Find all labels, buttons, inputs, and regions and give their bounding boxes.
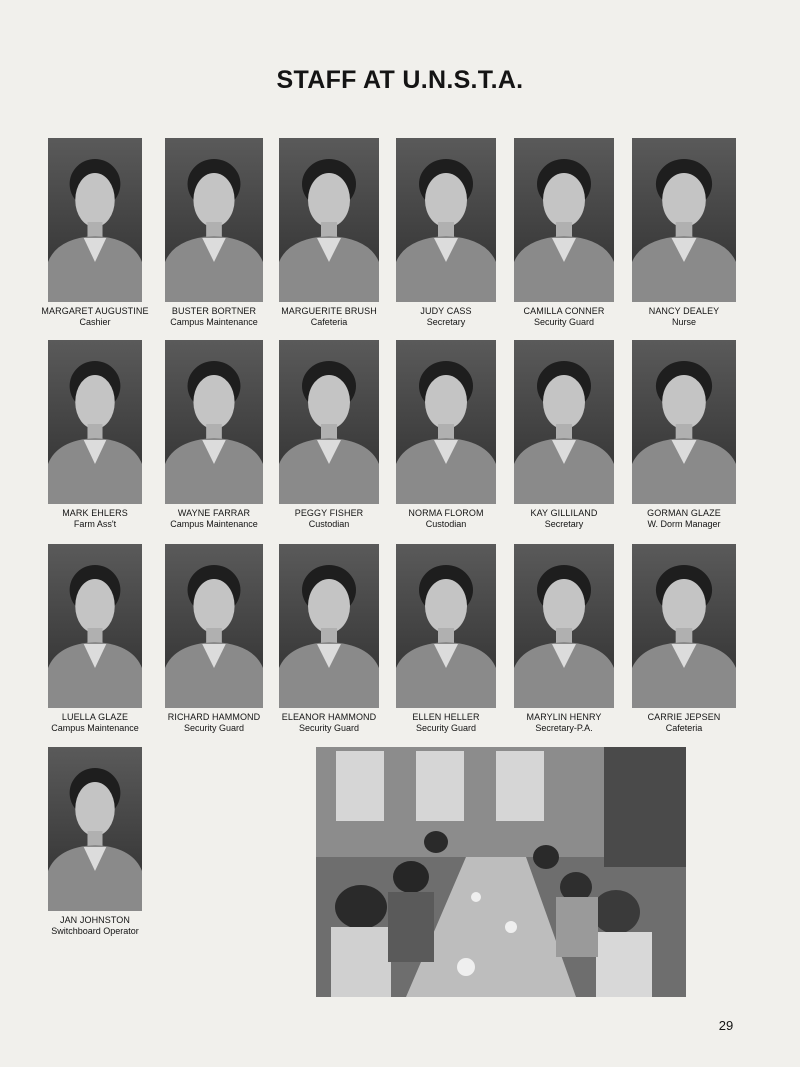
staff-name: WAYNE FARRAR: [177, 508, 251, 518]
staff-name: KAY GILLILAND: [530, 508, 598, 518]
staff-photo: [514, 544, 614, 708]
staff-name: JUDY CASS: [420, 306, 472, 316]
portrait-photo: [48, 138, 142, 302]
page-title: STAFF AT U.N.S.T.A.: [276, 66, 524, 94]
staff-photo: [396, 544, 496, 708]
staff-role: Cafeteria: [665, 723, 703, 733]
group-dining-photo: [316, 747, 686, 997]
portrait-photo: [396, 138, 496, 302]
portrait-photo: [632, 138, 736, 302]
portrait-photo: [632, 340, 736, 504]
staff-photo: [279, 340, 379, 504]
staff-photo: [279, 544, 379, 708]
portrait-photo: [48, 544, 142, 708]
staff-name: RICHARD HAMMOND: [167, 712, 261, 722]
staff-role: Secretary-P.A.: [535, 723, 593, 733]
staff-role: Campus Maintenance: [170, 317, 258, 327]
staff-photo: [165, 138, 263, 302]
staff-photo: [514, 340, 614, 504]
portrait-photo: [279, 138, 379, 302]
staff-photo: [279, 138, 379, 302]
staff-role: Security Guard: [533, 317, 595, 327]
staff-photo: [514, 138, 614, 302]
staff-photo: [48, 138, 142, 302]
staff-photo: [632, 340, 736, 504]
staff-role: Nurse: [671, 317, 696, 327]
portrait-photo: [514, 544, 614, 708]
staff-role: Farm Ass't: [73, 519, 117, 529]
staff-name: BUSTER BORTNER: [171, 306, 257, 316]
staff-role: Campus Maintenance: [51, 723, 139, 733]
staff-role: Cafeteria: [310, 317, 348, 327]
staff-role: W. Dorm Manager: [647, 519, 721, 529]
portrait-photo: [279, 544, 379, 708]
staff-role: Custodian: [308, 519, 350, 529]
staff-name: JAN JOHNSTON: [59, 915, 131, 925]
staff-photo: [165, 544, 263, 708]
staff-role: Cashier: [79, 317, 111, 327]
staff-name: CAMILLA CONNER: [523, 306, 605, 316]
staff-name: PEGGY FISHER: [294, 508, 364, 518]
portrait-photo: [396, 340, 496, 504]
staff-name: NORMA FLOROM: [408, 508, 484, 518]
staff-photo: [396, 340, 496, 504]
staff-name: GORMAN GLAZE: [647, 508, 721, 518]
staff-role: Security Guard: [183, 723, 245, 733]
staff-name: MARK EHLERS: [62, 508, 128, 518]
portrait-photo: [514, 340, 614, 504]
staff-role: Custodian: [425, 519, 467, 529]
staff-name: MARGUERITE BRUSH: [281, 306, 377, 316]
staff-name: LUELLA GLAZE: [61, 712, 129, 722]
staff-photo: [632, 138, 736, 302]
staff-role: Secretary: [426, 317, 466, 327]
portrait-photo: [279, 340, 379, 504]
staff-role: Secretary: [544, 519, 584, 529]
page-number: 29: [718, 1018, 734, 1033]
staff-name: CARRIE JEPSEN: [647, 712, 721, 722]
portrait-photo: [48, 747, 142, 911]
portrait-photo: [165, 138, 263, 302]
portrait-photo: [632, 544, 736, 708]
staff-role: Security Guard: [415, 723, 477, 733]
staff-photo: [165, 340, 263, 504]
portrait-photo: [165, 340, 263, 504]
staff-name: NANCY DEALEY: [648, 306, 720, 316]
staff-photo: [48, 340, 142, 504]
staff-role: Security Guard: [298, 723, 360, 733]
portrait-photo: [514, 138, 614, 302]
staff-photo: [48, 747, 142, 911]
staff-role: Campus Maintenance: [170, 519, 258, 529]
staff-role: Switchboard Operator: [51, 926, 139, 936]
staff-name: ELLEN HELLER: [412, 712, 480, 722]
portrait-photo: [165, 544, 263, 708]
staff-photo: [632, 544, 736, 708]
staff-photo: [48, 544, 142, 708]
portrait-photo: [48, 340, 142, 504]
staff-name: MARGARET AUGUSTINE: [41, 306, 149, 316]
staff-name: MARYLIN HENRY: [526, 712, 602, 722]
portrait-photo: [396, 544, 496, 708]
staff-photo: [396, 138, 496, 302]
staff-name: ELEANOR HAMMOND: [281, 712, 377, 722]
